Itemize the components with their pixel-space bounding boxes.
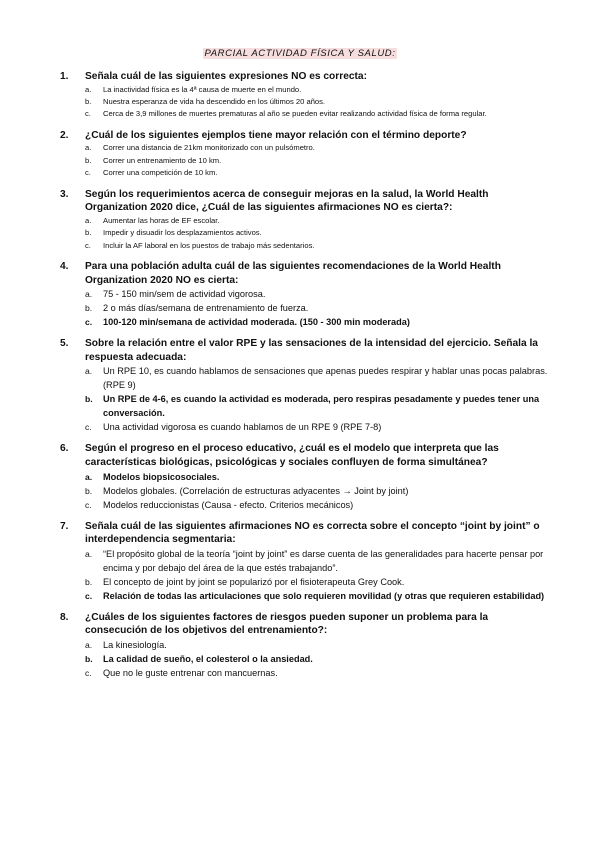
question-number: 5. [60,338,69,350]
option-letter: c. [85,590,93,601]
question-4 [60,260,550,329]
question-heading [60,442,550,469]
option-letter: a. [85,471,93,482]
question-number: 8. [60,611,69,623]
option-letter: a. [85,215,92,225]
option-letter: b. [85,576,93,587]
option-text: Correr una distancia de 21km monitorizado con un pulsómetro. [103,143,315,153]
option-letter: b. [85,97,92,106]
option-text: El concepto de joint by joint se popularizó por el fisioterapeuta Grey Cook. [103,576,405,587]
option-text: Un RPE 10, es cuando hablamos de sensaciones que apenas puedes respirar y hablar unas pocas palabras. (RPE 9) [103,366,548,391]
question-1 [60,70,550,121]
option-text: Correr un entrenamiento de 10 km. [103,155,222,165]
option-text: 2 o más días/semana de entrenamiento de fuerza. [103,303,309,314]
question-number: 7. [60,520,69,532]
option-text: La calidad de sueño, el colesterol o la ansiedad. [103,653,313,664]
question-heading [60,520,550,547]
answer-option [85,108,550,120]
option-letter: c. [85,168,91,178]
option-text: Aumentar las horas de EF escolar. [103,215,220,225]
page-title-text: PARCIAL ACTIVIDAD FÍSICA Y SALUD: [204,48,396,59]
answer-option [85,167,550,179]
answer-option [85,364,550,392]
question-text: Según los requerimientos acerca de conseguir mejoras en la salud, la World Health Organization 2020 dice, ¿Cuál de las siguientes afirmaciones NO es cierta?: [85,188,489,214]
option-letter: b. [85,303,93,314]
option-letter: a. [85,548,93,559]
answer-option [85,227,550,239]
answer-option [85,589,550,603]
option-letter: b. [85,228,92,238]
answer-option [85,96,550,108]
question-number: 2. [60,129,69,141]
question-7 [60,520,550,603]
option-text: Que no le guste entrenar con mancuernas. [103,667,278,678]
answer-option [85,652,550,666]
question-heading [60,188,550,215]
option-letter: c. [85,499,92,510]
question-6 [60,442,550,511]
question-text: Señala cuál de las siguientes afirmaciones NO es correcta sobre el concepto “joint by joint” o interdependencia segmentaria: [85,520,540,546]
question-8 [60,611,550,680]
option-letter: b. [85,485,93,496]
option-letter: c. [85,667,92,678]
answer-option [85,666,550,680]
question-number: 4. [60,261,69,273]
option-letter: a. [85,366,93,377]
option-text: Cerca de 3,9 millones de muertes prematuras al año se pueden evitar realizando actividad física de forma regular. [103,109,487,119]
answer-option [85,287,550,301]
question-text: Para una población adulta cuál de las siguientes recomendaciones de la World Health Organization 2020 NO es cierta: [85,261,501,286]
answer-option [85,315,550,329]
answer-option [85,547,550,575]
question-text: ¿Cuál de los siguientes ejemplos tiene mayor relación con el término deporte? [85,129,467,141]
option-letter: c. [85,317,93,328]
page-title [0,48,600,59]
answer-option [85,498,550,512]
question-heading [60,70,550,84]
option-letter: b. [85,155,92,165]
answer-option [85,638,550,652]
answer-option [85,215,550,227]
option-text: Modelos reduccionistas (Causa - efecto. Criterios mecánicos) [103,499,354,510]
answer-option [85,240,550,252]
question-number: 3. [60,188,69,200]
option-letter: c. [85,240,91,250]
option-text: La kinesiología. [103,639,167,650]
option-text: Una actividad vigorosa es cuando hablamos de un RPE 9 (RPE 7-8) [103,422,382,433]
option-letter: c. [85,109,91,119]
question-number: 1. [60,71,69,82]
question-text: Sobre la relación entre el valor RPE y las sensaciones de la intensidad del ejercicio. Señala la respuesta adecuada: [85,338,538,363]
question-heading [60,129,550,143]
option-text: Modelos biopsicosociales. [103,471,220,482]
option-text: 100-120 min/semana de actividad moderada. (150 - 300 min moderada) [103,317,410,328]
option-text: Impedir y disuadir los desplazamientos activos. [103,228,262,238]
answer-option [85,420,550,434]
option-text: 75 - 150 min/sem de actividad vigorosa. [103,289,266,300]
answer-option [85,142,550,154]
question-2 [60,129,550,180]
option-text: Modelos globales. (Correlación de estructuras adyacentes → Joint by joint) [103,485,409,496]
option-text: Un RPE de 4-6, es cuando la actividad es moderada, pero respiras pesadamente y puedes tener una conversación. [103,394,540,419]
answer-option [85,301,550,315]
answer-option [85,470,550,484]
question-heading [60,260,550,287]
question-text: Señala cuál de las siguientes expresiones NO es correcta: [85,71,367,82]
option-letter: a. [85,289,93,300]
answer-option [85,484,550,498]
answer-option [85,155,550,167]
question-number: 6. [60,443,69,455]
option-letter: a. [85,84,92,94]
option-text: “El propósito global de la teoría “joint by joint” es darse cuenta de las generalidades para hacerte pensar por encima y por debajo del área de la que estés trabajando”. [103,548,544,573]
answer-option [85,84,550,96]
option-letter: c. [85,422,92,433]
option-text: La inactividad física es la 4ª causa de muerte en el mundo. [103,84,302,94]
option-text: Correr una competición de 10 km. [103,168,218,178]
question-list [60,70,550,688]
answer-option [85,575,550,589]
question-text: ¿Cuáles de los siguientes factores de riesgos pueden suponer un problema para la consecución de los objetivos del entrenamiento?: [85,611,489,637]
question-3 [60,188,550,252]
option-text: Nuestra esperanza de vida ha descendido en los últimos 20 años. [103,97,326,106]
option-letter: a. [85,143,92,153]
question-heading [60,611,550,638]
option-text: Relación de todas las articulaciones que solo requieren movilidad (y otras que requieren estabilidad) [103,590,545,601]
question-5 [60,337,550,434]
option-letter: a. [85,639,93,650]
question-text: Según el progreso en el proceso educativo, ¿cuál es el modelo que interpreta que las características biológicas, psicológicas y sociales confluyen de forma simultánea? [85,443,499,468]
option-letter: b. [85,653,93,664]
option-letter: b. [85,394,93,405]
question-heading [60,337,550,364]
answer-option [85,392,550,420]
option-text: Incluir la AF laboral en los puestos de trabajo más sedentarios. [103,240,315,250]
